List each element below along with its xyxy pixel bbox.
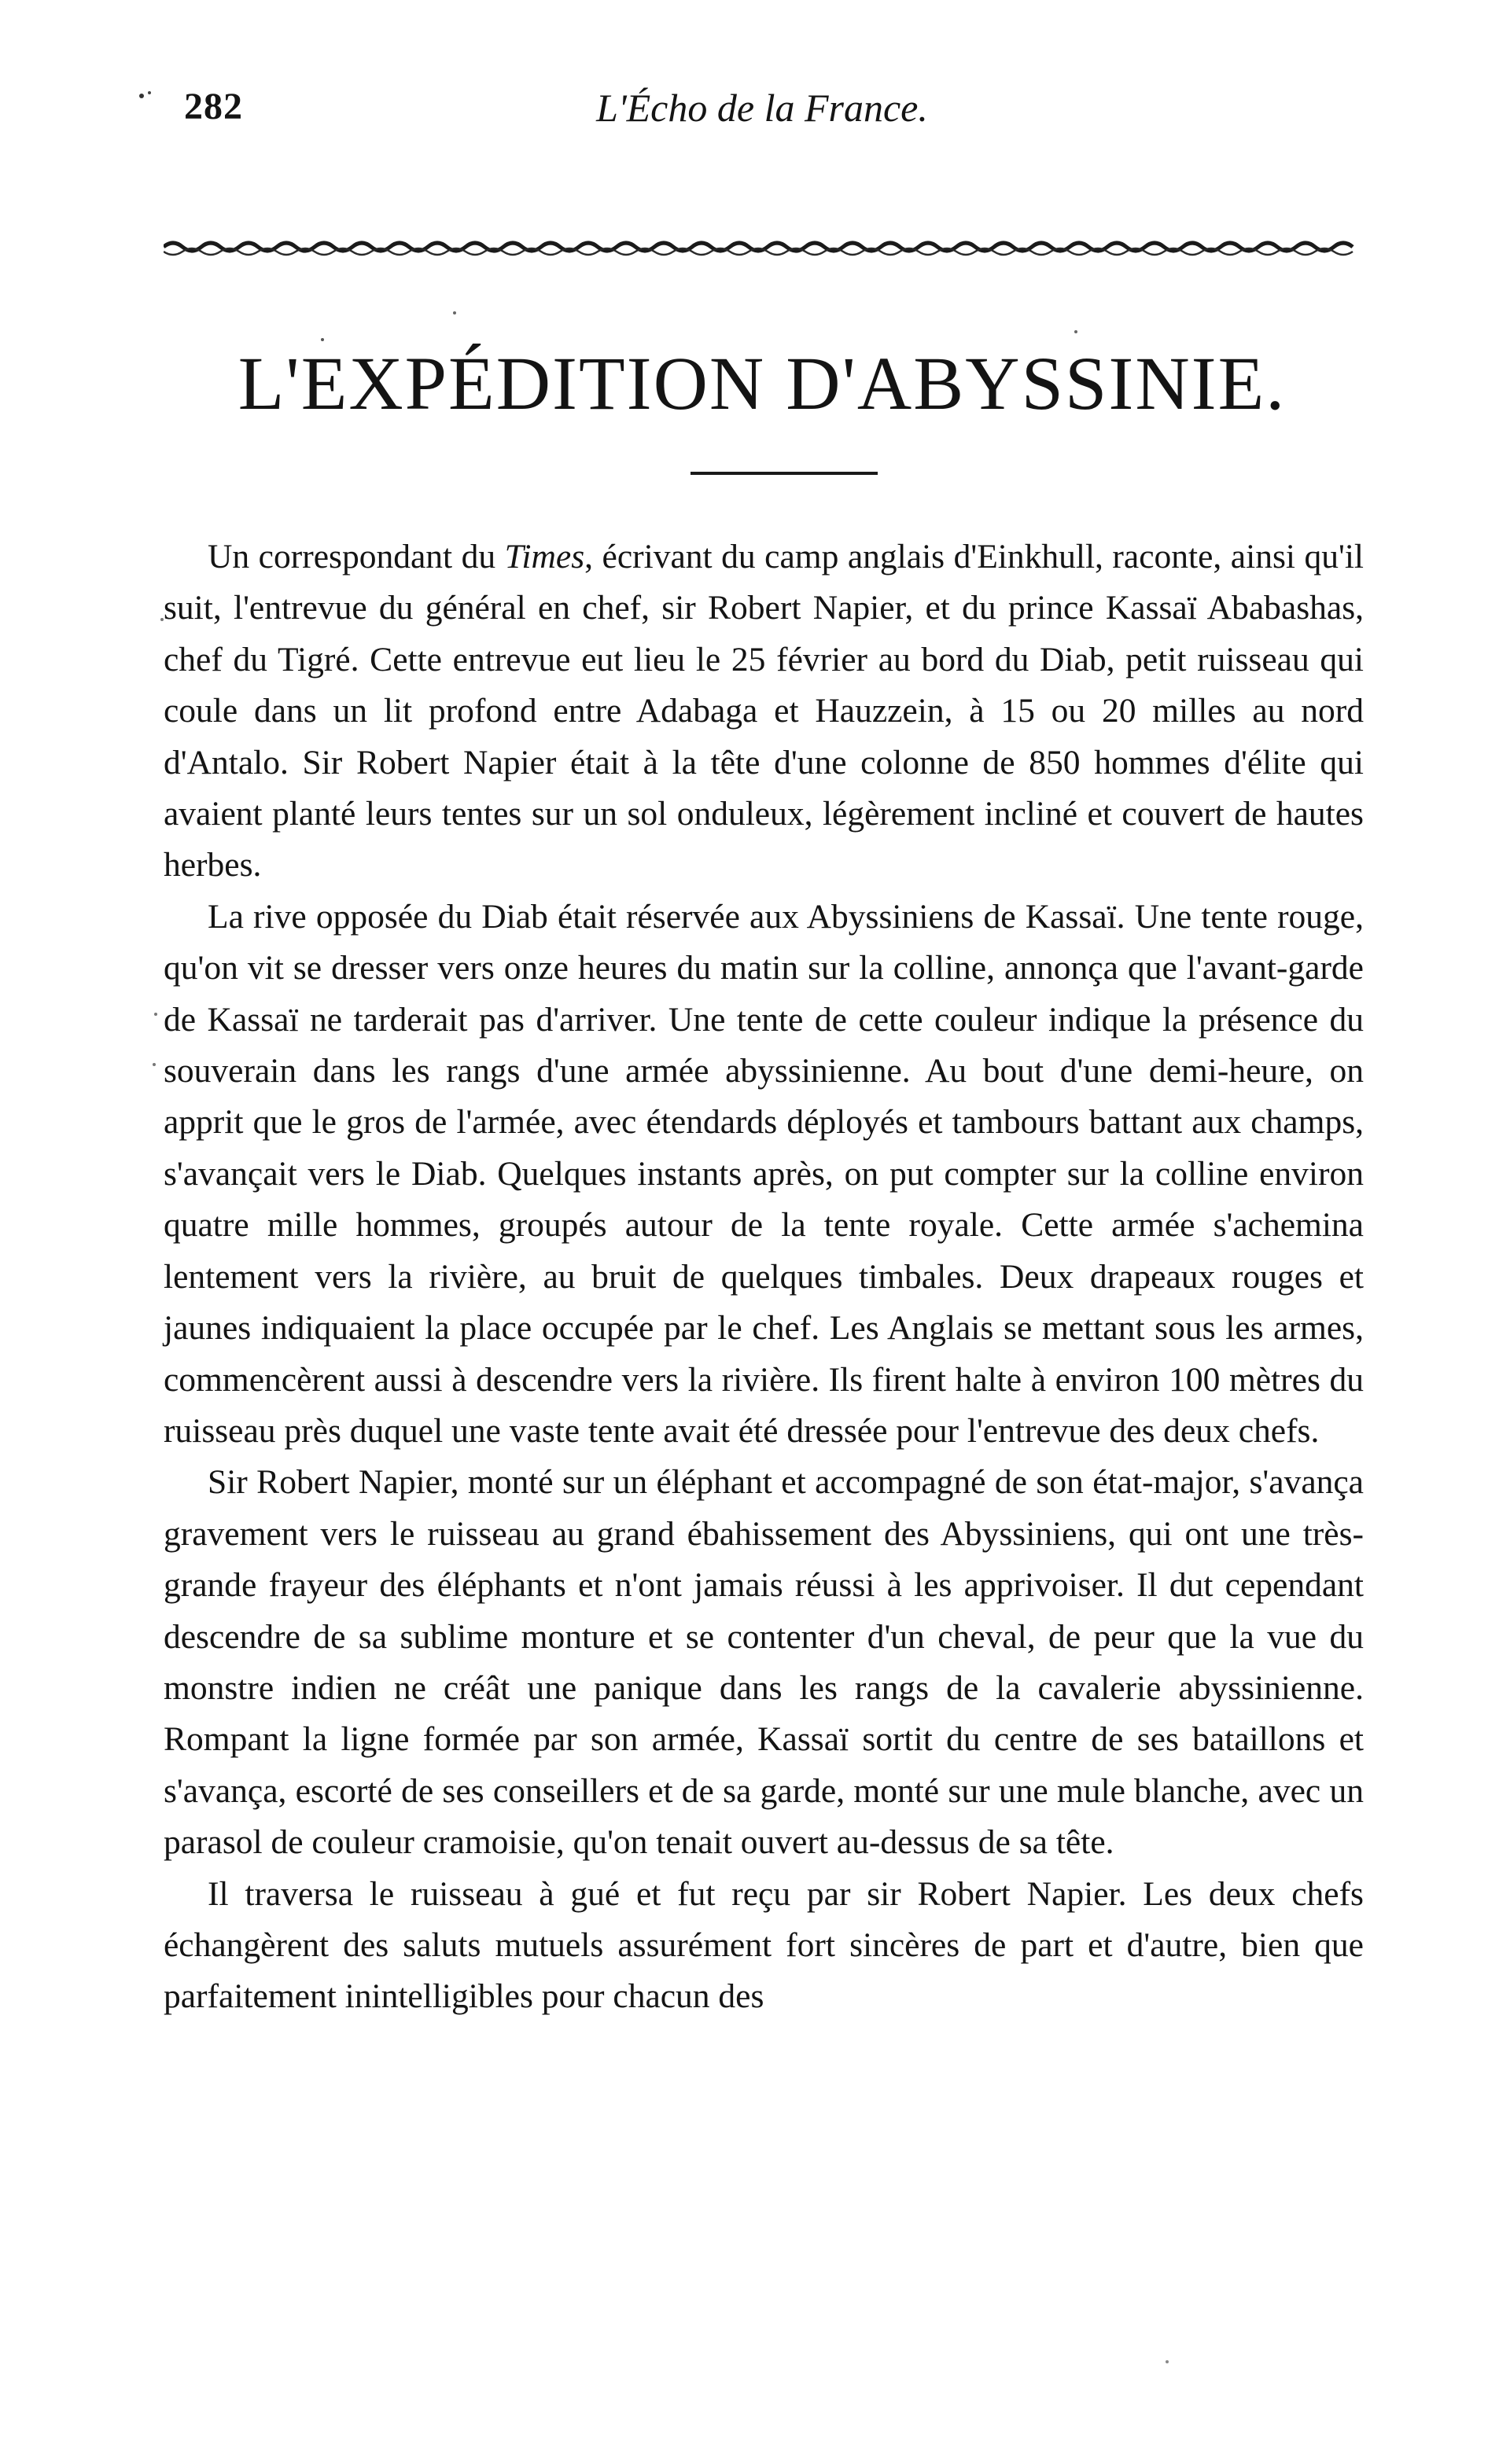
- paragraph-1-lead: Un correspondant du: [208, 538, 505, 576]
- article-title: L'EXPÉDITION D'ABYSSINIE.: [238, 341, 1287, 425]
- paragraph-3: Sir Robert Napier, monté sur un éléphant et accompagné de son état-major, s'avança gravement vers le ruisseau au grand ébahissement des Abyssiniens, qui ont une très-grande frayeur des éléphants et n'ont jamais réussi à les apprivoiser. Il dut cependant descendre de sa sublime monture et se contenter d'un cheval, de peur que la vue du monstre indien ne créât une panique dans les rangs de la cavalerie abyssinienne. Rompant la ligne formée par son armée, Kassaï sortit du centre de ses bataillons et s'avança, escorté de ses conseillers et de sa garde, monté sur une mule blanche, avec un parasol de couleur cramoisie, qu'on tenait ouvert au-dessus de sa tête.: [164, 1463, 1364, 1862]
- page-number: 282: [184, 86, 243, 127]
- paragraph-4: Il traversa le ruisseau à gué et fut reçu par sir Robert Napier. Les deux chefs échangèrent des saluts mutuels assurément fort sincères de part et d'autre, bien que parfaitement inintelligibles pour chacun des: [164, 1874, 1364, 2016]
- paragraph-2: La rive opposée du Diab était réservée aux Abyssiniens de Kassaï. Une tente rouge, qu'on vit se dresser vers onze heures du matin sur la colline, annonça que l'avant-garde de Kassaï ne tarderait pas d'arriver. Une tente de cette couleur indique la présence du souverain dans les rangs d'une armée abyssinienne. Au bout d'une demi-heure, on apprit que le gros de l'armée, avec étendards déployés et tambours battant aux champs, s'avançait vers le Diab. Quelques instants après, on put compter sur la colline environ quatre mille hommes, groupés autour de la tente royale. Cette armée s'achemina lentement vers la rivière, au bruit de quelques timbales. Deux drapeaux rouges et jaunes indiquaient la place occupée par le chef. Les Anglais se mettant sous les armes, commencèrent aussi à descendre vers la rivière. Ils firent halte à environ 100 mètres du ruisseau près duquel une vaste tente avait été dressée pour l'entrevue des deux chefs.: [164, 897, 1364, 1450]
- journal-title: L'Écho de la France.: [596, 86, 928, 130]
- newspaper-name: Times: [504, 538, 585, 576]
- paragraph-1-rest: , écrivant du camp anglais d'Einkhull, raconte, ainsi qu'il suit, l'entrevue du général en chef, sir Robert Napier, et du prince Kassaï Ababashas, chef du Tigré. Cette entrevue eut lieu le 25 février au bord du Diab, petit ruisseau qui coule dans un lit profond entre Adabaga et Hauzzein, à 15 ou 20 milles au nord d'Antalo. Sir Robert Napier était à la tête d'une colonne de 850 hommes d'élite qui avaient planté leurs tentes sur un sol onduleux, légèrement incliné et couvert de hautes herbes.: [164, 538, 1364, 884]
